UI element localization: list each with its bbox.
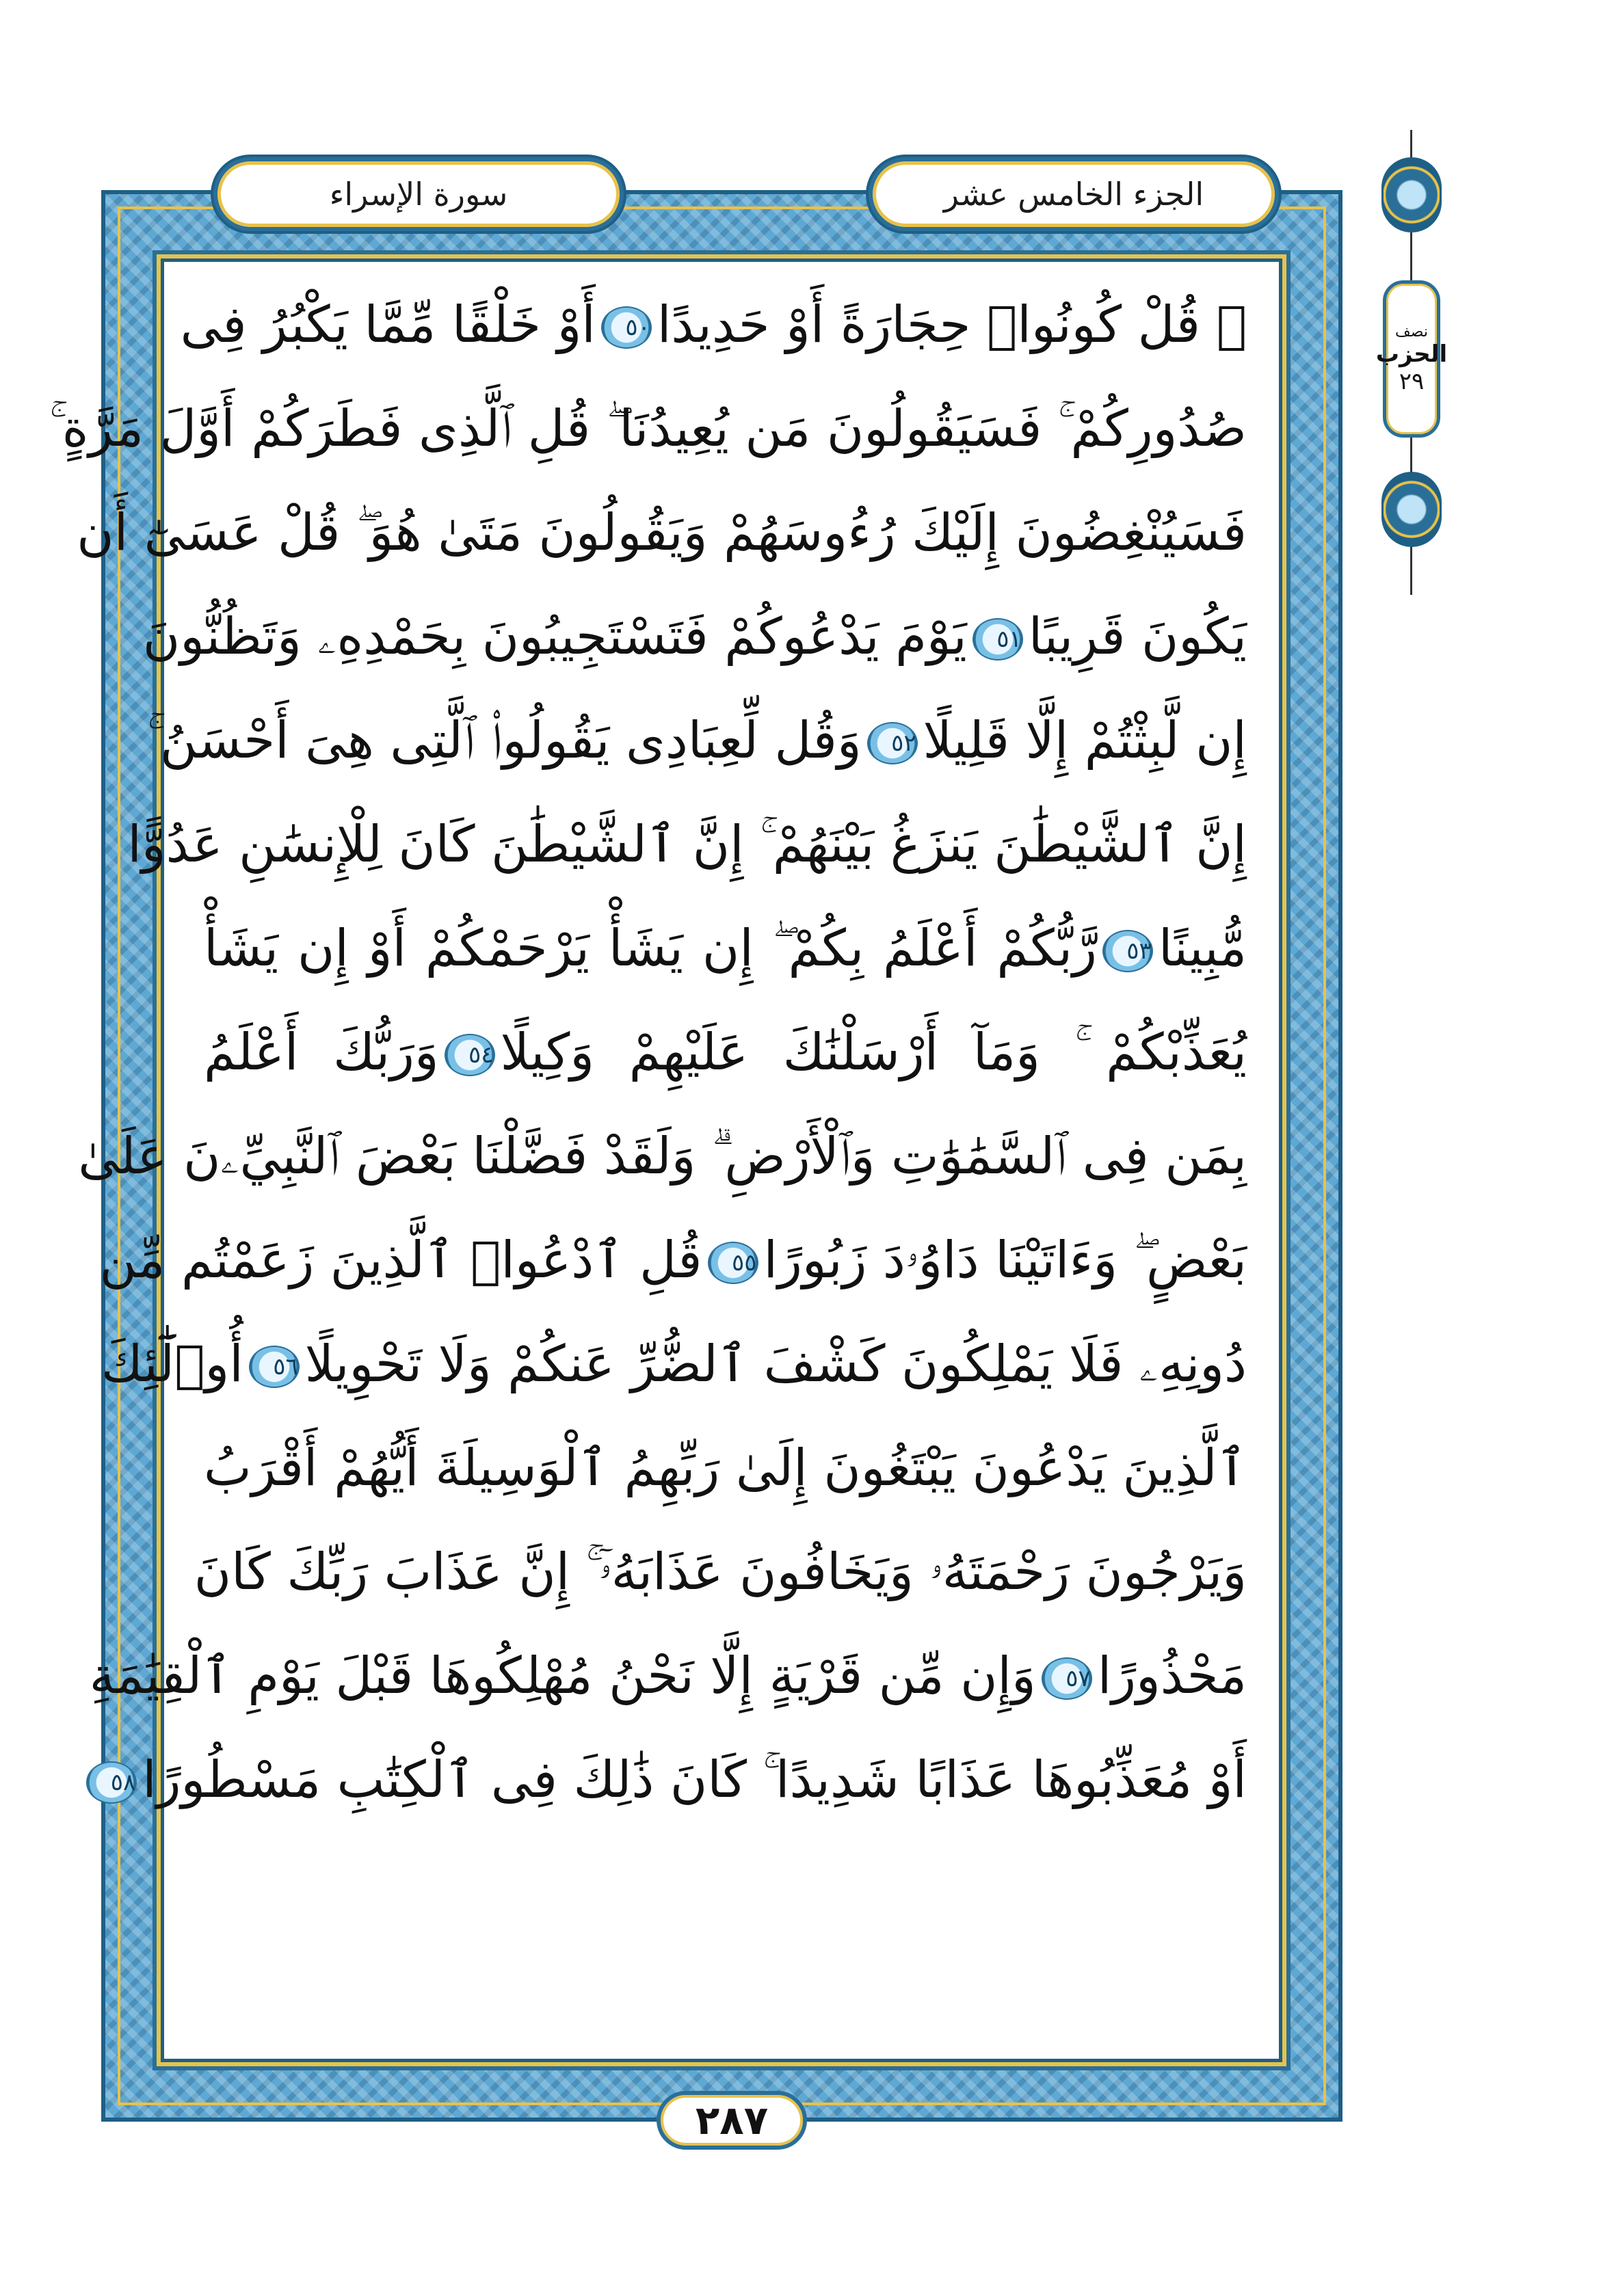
hizb-word: الحزب (1375, 340, 1448, 368)
ayah-number-marker: ٥٦ (249, 1346, 300, 1388)
verse-text: ٱلَّذِينَ يَدْعُونَ يَبْتَغُونَ إِلَىٰ رَبِّهِمُ ٱلْوَسِيلَةَ أَيُّهُمْ أَقْرَبُ (204, 1439, 1247, 1497)
surah-name-header (213, 157, 624, 231)
verse-text: صُدُورِكُمْ ۚ فَسَيَقُولُونَ مَن يُعِيدُنَا ۖ قُلِ ٱلَّذِى فَطَرَكُمْ أَوَّلَ مَرَّةٍ ۚ (49, 399, 1247, 458)
verse-line (101, 1323, 1247, 1405)
ayah-number-marker: ٥٨ (86, 1761, 137, 1804)
verse-text: مَحْذُورًا (1097, 1646, 1247, 1705)
juz-name-header (869, 157, 1279, 231)
verse-line (99, 1219, 1247, 1301)
surah-name: سورة الإسراء (329, 176, 508, 213)
verse-text: بَعْضٍ ۖ وَءَاتَيْنَا دَاوُۥدَ زَبُورًا (763, 1231, 1247, 1290)
juz-name: الجزء الخامس عشر (943, 176, 1204, 213)
verse-line (142, 596, 1247, 678)
page-number (657, 2091, 807, 2150)
verse-text: إِنَّ ٱلشَّيْطَٰنَ يَنزَغُ بَيْنَهُمْ ۚ إِنَّ ٱلشَّيْطَٰنَ كَانَ لِلْإِنسَٰنِ عَدُوًّا (127, 815, 1247, 874)
page-number-value: ٢٨٧ (695, 2097, 769, 2144)
ayah-number-marker: ٥٠ (601, 306, 652, 349)
ornament-medallion-icon (1381, 472, 1442, 547)
hizb-marker (1375, 130, 1448, 595)
ayah-number-marker: ٥٧ (1042, 1657, 1092, 1700)
verse-text: دُونِهِۦ فَلَا يَمْلِكُونَ كَشْفَ ٱلضُّرِّ عَنكُمْ وَلَا تَحْوِيلًا (304, 1335, 1247, 1393)
verse-text: قُلِ ٱدْعُوا۟ ٱلَّذِينَ زَعَمْتُم مِّن (99, 1231, 702, 1290)
verse-text: يُعَذِّبْكُمْ ۚ وَمَآ أَرْسَلْنَٰكَ عَلَيْهِمْ وَكِيلًا (500, 1023, 1247, 1082)
verse-line (204, 907, 1247, 989)
verse-text: يَوْمَ يَدْعُوكُمْ فَتَسْتَجِيبُونَ بِحَمْدِهِۦ وَتَظُنُّونَ (142, 607, 967, 666)
verse-line (77, 492, 1247, 574)
ayah-number-marker: ٥٢ (867, 722, 918, 764)
ayah-number-marker: ٥١ (972, 618, 1023, 660)
hizb-number: ٢٩ (1399, 367, 1425, 395)
ornament-medallion-icon (1381, 157, 1442, 232)
verse-text: إِن لَّبِثْتُمْ إِلَّا قَلِيلًا (923, 711, 1247, 770)
verse-text: فَسَيُنْغِضُونَ إِلَيْكَ رُءُوسَهُمْ وَيَقُولُونَ مَتَىٰ هُوَ ۖ قُلْ عَسَىٰٓ أَن (77, 503, 1247, 562)
ayah-number-marker: ٥٥ (708, 1242, 758, 1284)
verse-line (110, 1739, 1247, 1821)
verse-line (78, 1115, 1247, 1197)
verse-text: أَوْ مُعَذِّبُوهَا عَذَابًا شَدِيدًا ۚ كَانَ ذَٰلِكَ فِى ٱلْكِتَٰبِ مَسْطُورًا (142, 1750, 1247, 1809)
verse-line (49, 388, 1247, 470)
verse-text: وَإِن مِّن قَرْيَةٍ إِلَّا نَحْنُ مُهْلِكُوهَا قَبْلَ يَوْمِ ٱلْقِيَٰمَةِ (89, 1646, 1036, 1705)
verse-text: أَوْ خَلْقًا مِّمَّا يَكْبُرُ فِى (180, 295, 596, 354)
verse-text: أُو۟لَٰٓئِكَ (101, 1335, 243, 1393)
verse-text: ۞ قُلْ كُونُوا۟ حِجَارَةً أَوْ حَدِيدًا (657, 295, 1247, 354)
hizb-label (1375, 280, 1448, 438)
verse-line (204, 1011, 1247, 1093)
verse-line (127, 803, 1247, 885)
verse-line (89, 1635, 1247, 1717)
verse-text: مُّبِينًا (1158, 919, 1247, 978)
verse-text: يَكُونَ قَرِيبًا (1028, 607, 1247, 666)
verse-line (204, 1427, 1247, 1509)
verse-line (194, 1531, 1247, 1613)
ayah-number-marker: ٥٤ (445, 1034, 495, 1076)
verse-text: بِمَن فِى ٱلسَّمَٰوَٰتِ وَٱلْأَرْضِ ۗ وَلَقَدْ فَضَّلْنَا بَعْضَ ٱلنَّبِيِّۦنَ عَلَىٰ (78, 1127, 1247, 1186)
verse-text: وَيَرْجُونَ رَحْمَتَهُۥ وَيَخَافُونَ عَذَابَهُۥٓ ۚ إِنَّ عَذَابَ رَبِّكَ كَانَ (194, 1543, 1247, 1601)
verse-text: وَرَبُّكَ أَعْلَمُ (204, 1023, 439, 1082)
ayah-number-marker: ٥٣ (1102, 930, 1153, 972)
hizb-fraction: نصف (1395, 323, 1428, 341)
verse-line (147, 699, 1247, 782)
verse-line (180, 284, 1247, 366)
verse-text: رَّبُّكُمْ أَعْلَمُ بِكُمْ ۖ إِن يَشَأْ يَرْحَمْكُمْ أَوْ إِن يَشَأْ (204, 919, 1097, 978)
verse-text: وَقُل لِّعِبَادِى يَقُولُوا۟ ٱلَّتِى هِىَ أَحْسَنُ ۚ (147, 711, 862, 770)
